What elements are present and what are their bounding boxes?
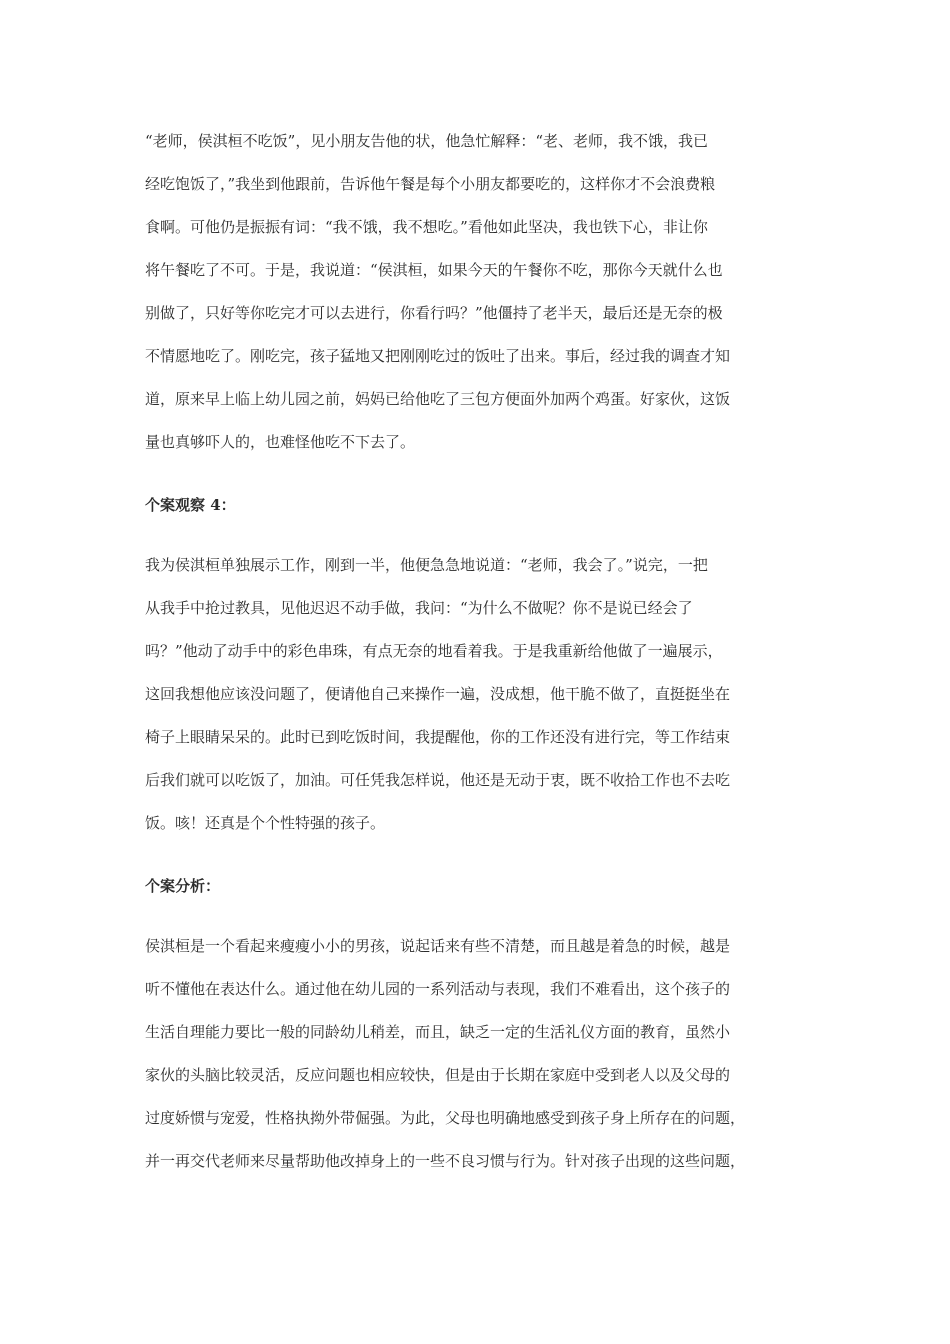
paragraph-line: 听不懂他在表达什么。通过他在幼儿园的一系列活动与表现，我们不难看出，这个孩子的 [145,980,731,998]
paragraph-line: 量也真够吓人的，也难怪他吃不下去了。 [145,433,416,451]
case-analysis-heading: 个案分析： [145,877,221,895]
paragraph-line: 侯淇桓是一个看起来瘦瘦小小的男孩，说起话来有些不清楚，而且越是着急的时候，越是 [145,937,731,955]
paragraph-line: “老师，侯淇桓不吃饭”，见小朋友告他的状，他急忙解释：“老、老师，我不饿，我已 [145,132,709,150]
paragraph-line: 不情愿地吃了。刚吃完，孩子猛地又把刚刚吃过的饭吐了出来。事后，经过我的调查才知 [145,347,731,365]
paragraph-line: 过度娇惯与宠爱，性格执拗外带倔强。为此，父母也明确地感受到孩子身上所存在的问题， [145,1109,746,1127]
case-observation-4-heading: 个案观察 4： [145,496,236,514]
paragraph-line: 食啊。可他仍是振振有词：“我不饿，我不想吃。”看他如此坚决，我也铁下心，非让你 [145,218,708,236]
paragraph-line: 吗？”他动了动手中的彩色串珠，有点无奈的地看着我。于是我重新给他做了一遍展示， [145,642,723,660]
paragraph-line: 别做了，只好等你吃完才可以去进行，你看行吗？”他僵持了老半天，最后还是无奈的极 [145,304,723,322]
paragraph-line: 这回我想他应该没问题了，便请他自己来操作一遍，没成想，他干脆不做了，直挺挺坐在 [145,685,731,703]
paragraph-line: 道，原来早上临上幼儿园之前，妈妈已给他吃了三包方便面外加两个鸡蛋。好家伙，这饭 [145,390,731,408]
paragraph-line: 椅子上眼睛呆呆的。此时已到吃饭时间，我提醒他，你的工作还没有进行完，等工作结束 [145,728,731,746]
paragraph-line: 后我们就可以吃饭了，加油。可任凭我怎样说，他还是无动于衷，既不收拾工作也不去吃 [145,771,731,789]
paragraph-line: 将午餐吃了不可。于是，我说道：“侯淇桓，如果今天的午餐你不吃，那你今天就什么也 [145,261,723,279]
paragraph-line: 从我手中抢过教具，见他迟迟不动手做，我问：“为什么不做呢？你不是说已经会了 [145,599,693,617]
paragraph-line: 家伙的头脑比较灵活，反应问题也相应较快，但是由于长期在家庭中受到老人以及父母的 [145,1066,731,1084]
paragraph-line: 生活自理能力要比一般的同龄幼儿稍差，而且，缺乏一定的生活礼仪方面的教育，虽然小 [145,1023,731,1041]
paragraph-line: 我为侯淇桓单独展示工作，刚到一半，他便急急地说道：“老师，我会了。”说完，一把 [145,556,708,574]
paragraph-line: 并一再交代老师来尽量帮助他改掉身上的一些不良习惯与行为。针对孩子出现的这些问题， [145,1152,746,1170]
paragraph-line: 经吃饱饭了，”我坐到他跟前，告诉他午餐是每个小朋友都要吃的，这样你才不会浪费粮 [145,175,716,193]
paragraph-line: 饭。咳！还真是个个性特强的孩子。 [145,814,386,832]
